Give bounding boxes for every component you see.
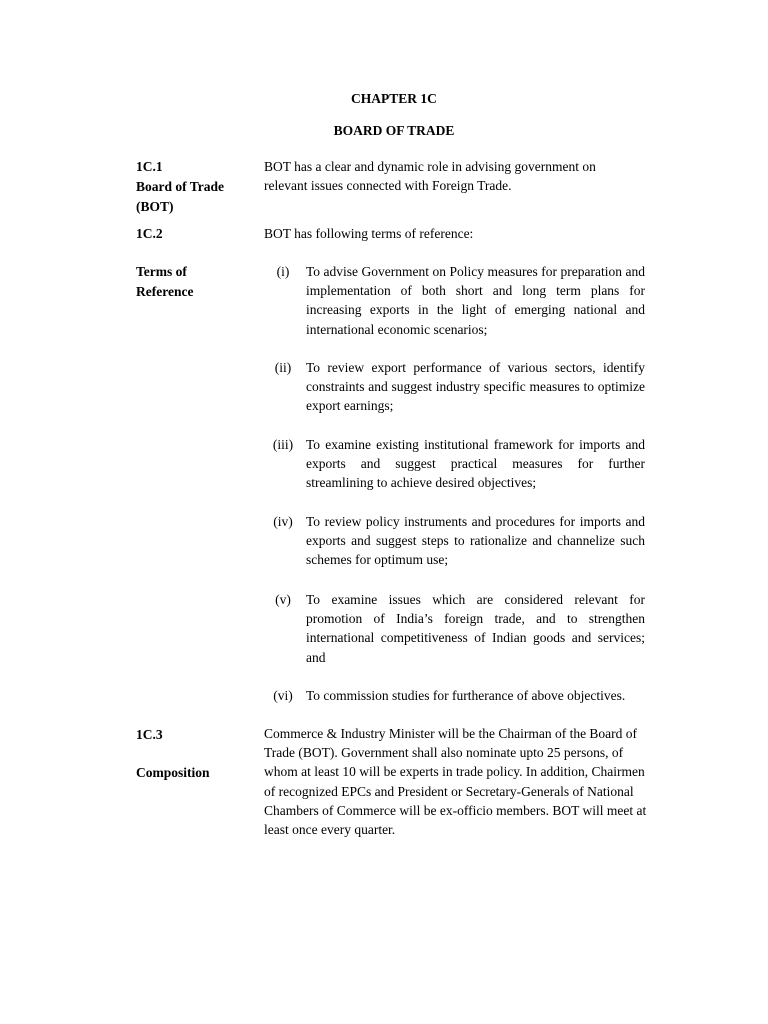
- chapter-title: CHAPTER 1C: [351, 91, 437, 106]
- list-item-text: To review policy instruments and procedures for imports and exports and suggest steps to rationalize and channelize such schemes for optimum use;: [306, 514, 645, 568]
- section-2-label-line2: Reference: [136, 284, 194, 299]
- section-3-number: 1C.3: [136, 727, 163, 742]
- section-1-label-line1: Board of Trade: [136, 179, 225, 194]
- section-3-text: Commerce & Industry Minister will be the Chairman of the Board of Trade (BOT). Government shall also nominate upto 25 persons, of whom at least 10 will be experts in trade policy. In addition, Chairmen of recognized EPCs and President or Secretary-Generals of National Chambers of Commerce will be ex-officio members. BOT will meet at least once every quarter.: [264, 726, 647, 838]
- list-item-number: (v): [275, 592, 291, 607]
- list-item-text: To examine issues which are considered relevant for promotion of India’s foreign trade, and to strengthen international competitiveness of Indian goods and services; and: [306, 592, 645, 665]
- list-item-number: (ii): [274, 360, 292, 375]
- list-item-text: To advise Government on Policy measures for preparation and implementation of both short and long term plans for increasing exports in the light of emerging national and international economic scenarios;: [306, 264, 645, 337]
- list-item-text: To examine existing institutional framework for imports and exports and suggest practical measures for further streamlining to achieve desired objectives;: [306, 437, 645, 491]
- list-item-number: (vi): [273, 688, 293, 703]
- section-3-label: Composition: [136, 765, 210, 780]
- list-item-number: (iv): [273, 514, 293, 529]
- section-1-label-line2: (BOT): [136, 199, 174, 214]
- list-item-text: To review export performance of various sectors, identify constraints and suggest industry specific measures to optimize export earnings;: [306, 360, 645, 414]
- list-item-number: (iii): [272, 437, 294, 452]
- section-2-label-line1: Terms of: [136, 264, 187, 279]
- section-2-number: 1C.2: [136, 226, 163, 241]
- list-item-text: To commission studies for furtherance of above objectives.: [306, 688, 626, 703]
- section-2-intro: BOT has following terms of reference:: [264, 226, 474, 241]
- section-1-number: 1C.1: [136, 159, 163, 174]
- section-1-text: BOT has a clear and dynamic role in advising government on relevant issues connected with Foreign Trade.: [264, 159, 596, 194]
- section-title: BOARD OF TRADE: [333, 123, 455, 138]
- list-item-number: (i): [276, 264, 290, 279]
